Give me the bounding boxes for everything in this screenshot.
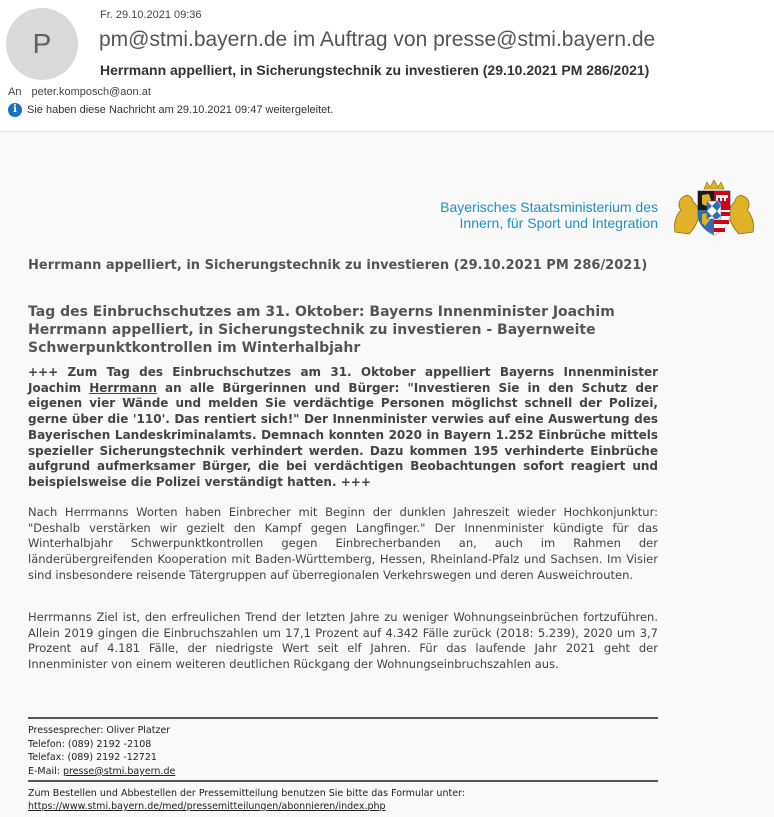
subscription-info: [28, 787, 465, 813]
press-divider-top: [28, 717, 658, 719]
to-label: An: [8, 86, 22, 98]
received-date: Fr. 29.10.2021 09:36: [100, 9, 202, 21]
subscription-link[interactable]: https://www.stmi.bayern.de/med/pressemitteilungen/abonnieren/index.php: [28, 801, 386, 812]
press-email-link[interactable]: presse@stmi.bayern.de: [62, 765, 176, 777]
fax: Telefax: (089) 2192 -12721: [28, 752, 157, 764]
crest-crown: [704, 180, 724, 189]
recipient-address[interactable]: peter.komposch@aon.at: [31, 86, 151, 98]
info-icon: i: [8, 103, 22, 117]
sender-avatar[interactable]: P: [6, 8, 78, 80]
ministry-line-1: Bayerisches Staatsministerium des: [440, 199, 658, 215]
email-header: [0, 0, 774, 132]
email-label: E-Mail:: [28, 765, 63, 777]
to-row: [8, 86, 151, 98]
ministry-name: [380, 199, 658, 231]
phone: Telefon: (089) 2192 -2108: [28, 738, 152, 750]
article-paragraph-2: Herrmanns Ziel ist, den erfreulichen Trend der letzten Jahre zu weniger Wohnungseinbrüchen fortzuführen. Allein 2019 gingen die Einbruchszahlen um 17,1 Prozent auf 4.342 Fälle zurück (2018: 5.239), 2020 um 3,7 Prozent auf 4.181 Fälle, der niedrigste Wert seit elf Jahren. Für das laufende Jahr 2021 geht der Innenminister von einem weiteren deutlichen Rückgang der Wohnungseinbruchszahlen aus.: [28, 610, 658, 672]
message-body: [0, 132, 774, 817]
spokesperson: Pressesprecher: Oliver Platzer: [28, 725, 171, 736]
article-title: Herrmann appelliert, in Sicherungstechnik zu investieren (29.10.2021 PM 286/2021): [28, 258, 648, 273]
sender-name[interactable]: pm@stmi.bayern.de im Auftrag von presse@stmi.bayern.de: [99, 28, 656, 51]
forwarded-notice: Sie haben diese Nachricht am 29.10.2021 09:47 weitergeleitet.: [27, 104, 334, 116]
right-lion: [729, 195, 754, 234]
article-paragraph-1: Nach Herrmanns Worten haben Einbrecher mit Beginn der dunklen Jahreszeit wieder Hochkonjunktur: "Deshalb verstärken wir gezielt den Kampf gegen Langfinger." Der Innenminister kündigte für das Winterhalbjahr Schwerpunktkontrollen gegen Einbrecherbanden an, auch im Rahmen der länderübergreifenden Kooperation mit Baden-Württemberg, Hessen, Rheinland-Pfalz und Sachsen. Im Visier sind insbesondere reisende Tätergruppen auf überregionalen Verkehrswegen und deren Ausweichrouten.: [28, 505, 658, 582]
lead-text-end: an alle Bürgerinnen und Bürger: "Investieren Sie in den Schutz der eigenen vier Wände und melden Sie verdächtige Personen möglichst schnell der Polizei, gerne über die '110'. Das rentiert sich!" Der Innenminister verwies auf eine Auswertung des Bayerischen Landeskriminalamts. Demnach konnten 2020 in Bayern 1.252 Einbrüche mittels spezieller Sicherungstechnik verhindert werden. Dazu kommen 195 verhinderte Einbrüche aufgrund aufmerksamer Bürger, die bei verdächtigen Beobachtungen sofort reagiert und beispielsweise die Polizei verständigt hatten. +++: [28, 380, 658, 489]
press-divider-bottom: [28, 780, 658, 782]
forwarded-notice-bar: [8, 103, 333, 117]
email-subject: Herrmann appelliert, in Sicherungstechnik zu investieren (29.10.2021 PM 286/2021): [100, 62, 650, 78]
email-row: [28, 765, 175, 779]
bavarian-coat-of-arms-icon: [671, 180, 757, 236]
lead-text-start: +++ Zum Tag des Einbruchschutzes am 31. Oktober appelliert Bayerns Innenminister Joachim: [28, 365, 658, 395]
article-headline: Tag des Einbruchschutzes am 31. Oktober: Bayerns Innenminister Joachim Herrmann appelliert, in Sicherungstechnik zu investieren - Bayernweite Schwerpunktkontrollen im Winterhalbjahr: [28, 304, 615, 356]
ministry-line-2: Innern, für Sport und Integration: [459, 215, 658, 231]
subscription-text: Zum Bestellen und Abbestellen der Pressemitteilung benutzen Sie bitte das Formular unter:: [28, 788, 465, 799]
lead-name-link[interactable]: Herrmann: [89, 380, 157, 395]
article-lead: [28, 365, 658, 491]
left-lion: [674, 195, 699, 234]
press-contact: [28, 724, 175, 778]
